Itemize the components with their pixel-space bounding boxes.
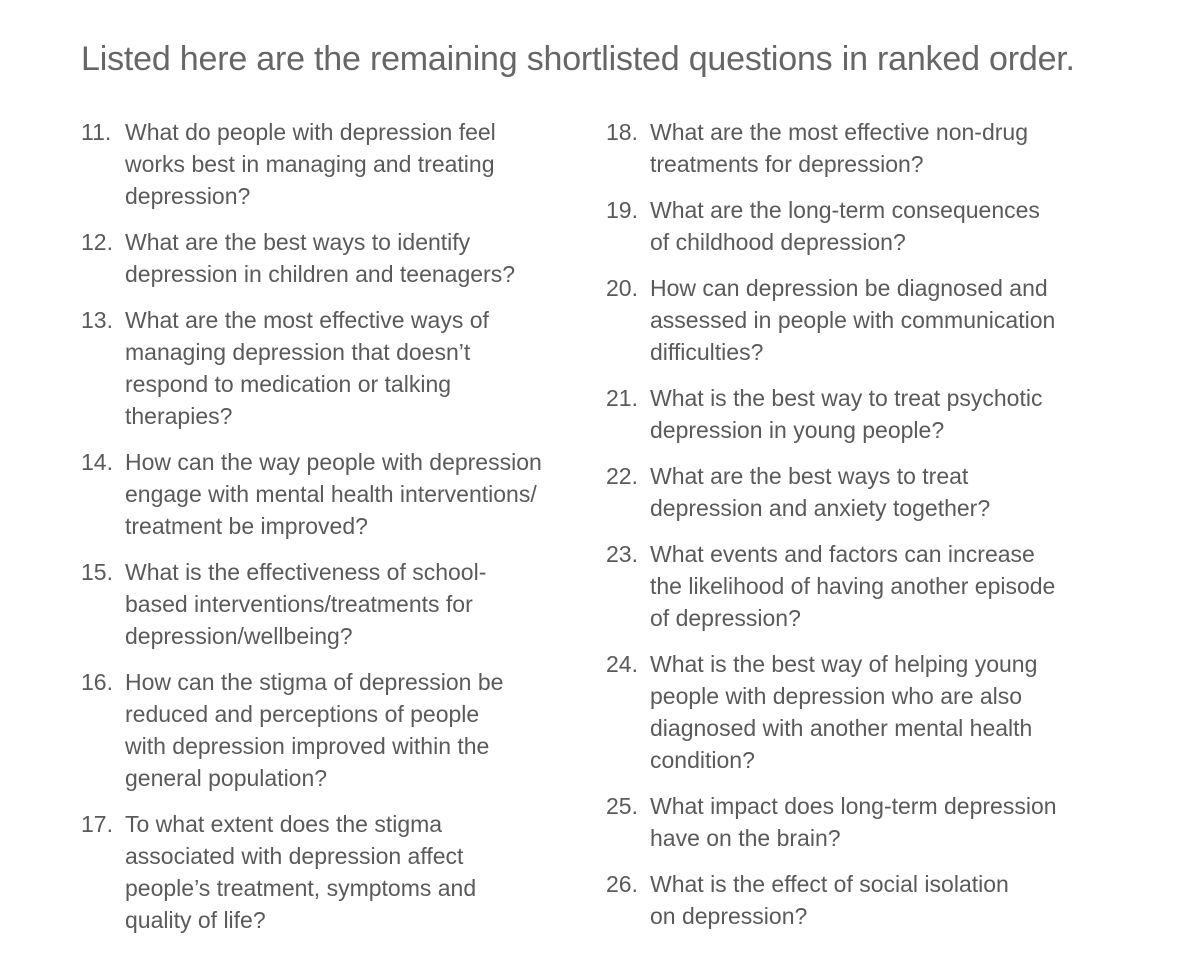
question-line: people’s treatment, symptoms and xyxy=(125,875,477,901)
question-line: What is the best way to treat psychotic xyxy=(650,385,1043,411)
question-number: 26. xyxy=(606,871,638,897)
question-line: What events and factors can increase xyxy=(650,541,1035,567)
question-line: respond to medication or talking xyxy=(125,371,452,397)
question-number: 13. xyxy=(81,307,113,333)
question-number: 24. xyxy=(606,651,638,677)
question-line: quality of life? xyxy=(125,907,266,933)
question-line: What do people with depression feel xyxy=(125,119,496,145)
question-item xyxy=(606,460,1100,524)
question-text xyxy=(125,808,586,936)
question-item xyxy=(606,868,1100,932)
question-number: 18. xyxy=(606,119,638,145)
question-line: What are the best ways to treat xyxy=(650,463,969,489)
question-line: managing depression that doesn’t xyxy=(125,339,471,365)
question-line: reduced and perceptions of people xyxy=(125,701,480,727)
question-line: based interventions/treatments for xyxy=(125,591,473,617)
question-line: of childhood depression? xyxy=(650,229,906,255)
question-line: engage with mental health interventions/ xyxy=(125,481,537,507)
question-item xyxy=(81,666,586,794)
question-number: 22. xyxy=(606,463,638,489)
question-line: on depression? xyxy=(650,903,808,929)
question-text xyxy=(125,116,586,212)
question-item xyxy=(606,116,1100,180)
question-text xyxy=(650,382,1100,446)
question-item xyxy=(606,538,1100,634)
question-list-left xyxy=(81,116,586,936)
question-number: 14. xyxy=(81,449,113,475)
question-text xyxy=(125,666,586,794)
question-number: 17. xyxy=(81,811,113,837)
question-line: works best in managing and treating xyxy=(125,151,495,177)
question-line: the likelihood of having another episode xyxy=(650,573,1056,599)
question-line: How can the stigma of depression be xyxy=(125,669,504,695)
question-text xyxy=(125,304,586,432)
question-line: treatments for depression? xyxy=(650,151,924,177)
question-text xyxy=(650,648,1100,776)
question-line: have on the brain? xyxy=(650,825,841,851)
question-number: 16. xyxy=(81,669,113,695)
question-line: depression in young people? xyxy=(650,417,945,443)
question-text xyxy=(125,226,586,290)
question-line: What is the effectiveness of school- xyxy=(125,559,487,585)
question-item xyxy=(81,304,586,432)
question-text xyxy=(650,868,1100,932)
question-line: What are the most effective non-drug xyxy=(650,119,1028,145)
question-item xyxy=(81,226,586,290)
question-line: therapies? xyxy=(125,403,233,429)
question-line: What are the long-term consequences xyxy=(650,197,1040,223)
question-number: 15. xyxy=(81,559,113,585)
question-line: assessed in people with communication xyxy=(650,307,1056,333)
question-line: associated with depression affect xyxy=(125,843,464,869)
page-heading: Listed here are the remaining shortlisted questions in ranked order. xyxy=(81,40,1075,78)
question-list-right xyxy=(606,116,1100,932)
question-line: How can depression be diagnosed and xyxy=(650,275,1048,301)
question-line: with depression improved within the xyxy=(125,733,490,759)
question-item xyxy=(606,790,1100,854)
question-number: 20. xyxy=(606,275,638,301)
question-number: 25. xyxy=(606,793,638,819)
question-item xyxy=(606,382,1100,446)
question-item xyxy=(606,194,1100,258)
question-line: depression in children and teenagers? xyxy=(125,261,515,287)
question-text xyxy=(650,790,1100,854)
question-number: 23. xyxy=(606,541,638,567)
question-line: of depression? xyxy=(650,605,801,631)
question-item xyxy=(81,808,586,936)
question-line: What are the most effective ways of xyxy=(125,307,489,333)
question-line: diagnosed with another mental health xyxy=(650,715,1033,741)
question-item xyxy=(606,648,1100,776)
question-number: 19. xyxy=(606,197,638,223)
question-line: What impact does long-term depression xyxy=(650,793,1057,819)
question-number: 12. xyxy=(81,229,113,255)
question-line: What is the best way of helping young xyxy=(650,651,1038,677)
question-item xyxy=(606,272,1100,368)
question-line: What is the effect of social isolation xyxy=(650,871,1009,897)
question-line: To what extent does the stigma xyxy=(125,811,443,837)
question-line: What are the best ways to identify xyxy=(125,229,471,255)
question-line: depression? xyxy=(125,183,251,209)
question-line: condition? xyxy=(650,747,755,773)
question-item xyxy=(81,446,586,542)
question-item xyxy=(81,556,586,652)
question-line: depression and anxiety together? xyxy=(650,495,991,521)
question-text xyxy=(650,538,1100,634)
question-text xyxy=(125,556,586,652)
question-text xyxy=(650,116,1100,180)
question-number: 11. xyxy=(81,119,112,145)
question-line: depression/wellbeing? xyxy=(125,623,353,649)
question-line: general population? xyxy=(125,765,328,791)
question-number: 21. xyxy=(606,385,638,411)
question-line: treatment be improved? xyxy=(125,513,368,539)
question-line: How can the way people with depression xyxy=(125,449,542,475)
question-text xyxy=(125,446,586,542)
question-item xyxy=(81,116,586,212)
question-line: difficulties? xyxy=(650,339,764,365)
question-text xyxy=(650,194,1100,258)
question-line: people with depression who are also xyxy=(650,683,1023,709)
question-text xyxy=(650,460,1100,524)
question-text xyxy=(650,272,1100,368)
